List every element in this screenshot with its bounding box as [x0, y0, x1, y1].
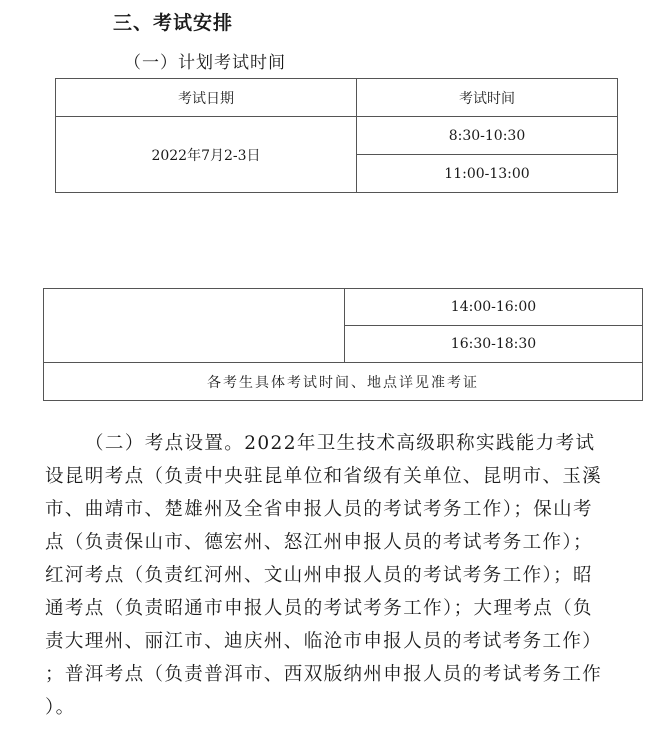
subsection-heading-exam-time: （一）计划考试时间 — [124, 53, 286, 73]
paragraph-line: 通考点（负责昭通市申报人员的考试考务工作）；大理考点（负 — [45, 598, 593, 619]
paragraph-line: 责大理州、丽江市、迪庆州、临沧市申报人员的考试考务工作） — [45, 631, 603, 652]
exam-sites-paragraph — [45, 427, 641, 724]
paragraph-line: 市、曲靖市、楚雄州及全省申报人员的考试考务工作）；保山考 — [45, 499, 593, 520]
paragraph-line: 设昆明考点（负责中央驻昆单位和省级有关单位、昆明市、玉溪 — [45, 466, 603, 487]
paragraph-line: 点（负责保山市、德宏州、怒江州申报人员的考试考务工作）； — [45, 532, 593, 553]
exam-time-cell: 8:30-10:30 — [357, 117, 618, 155]
header-exam-date: 考试日期 — [56, 79, 357, 117]
paragraph-line: 红河考点（负责红河州、文山州申报人员的考试考务工作）；昭 — [45, 565, 593, 586]
paragraph-line: ）。 — [45, 697, 76, 718]
table-header-row — [56, 79, 618, 117]
table-note-row — [44, 363, 643, 401]
paragraph-line: ；普洱考点（负责普洱市、西双版纳州申报人员的考试考务工作 — [45, 664, 603, 685]
exam-time-cell: 14:00-16:00 — [345, 289, 643, 326]
header-exam-time: 考试时间 — [357, 79, 618, 117]
admission-ticket-note: 各考生具体考试时间、地点详见准考证 — [44, 363, 643, 401]
exam-date-cell-continued — [44, 289, 345, 363]
exam-schedule-table-continued — [43, 288, 643, 401]
table-row — [56, 117, 618, 155]
table-row — [44, 289, 643, 326]
exam-time-cell: 16:30-18:30 — [345, 326, 643, 363]
exam-date-cell: 2022年7月2-3日 — [56, 117, 357, 193]
exam-time-cell: 11:00-13:00 — [357, 155, 618, 193]
exam-schedule-table — [55, 78, 618, 193]
section-heading: 三、考试安排 — [113, 12, 234, 34]
paragraph-line: （二）考点设置。2022年卫生技术高级职称实践能力考试 — [85, 433, 596, 454]
